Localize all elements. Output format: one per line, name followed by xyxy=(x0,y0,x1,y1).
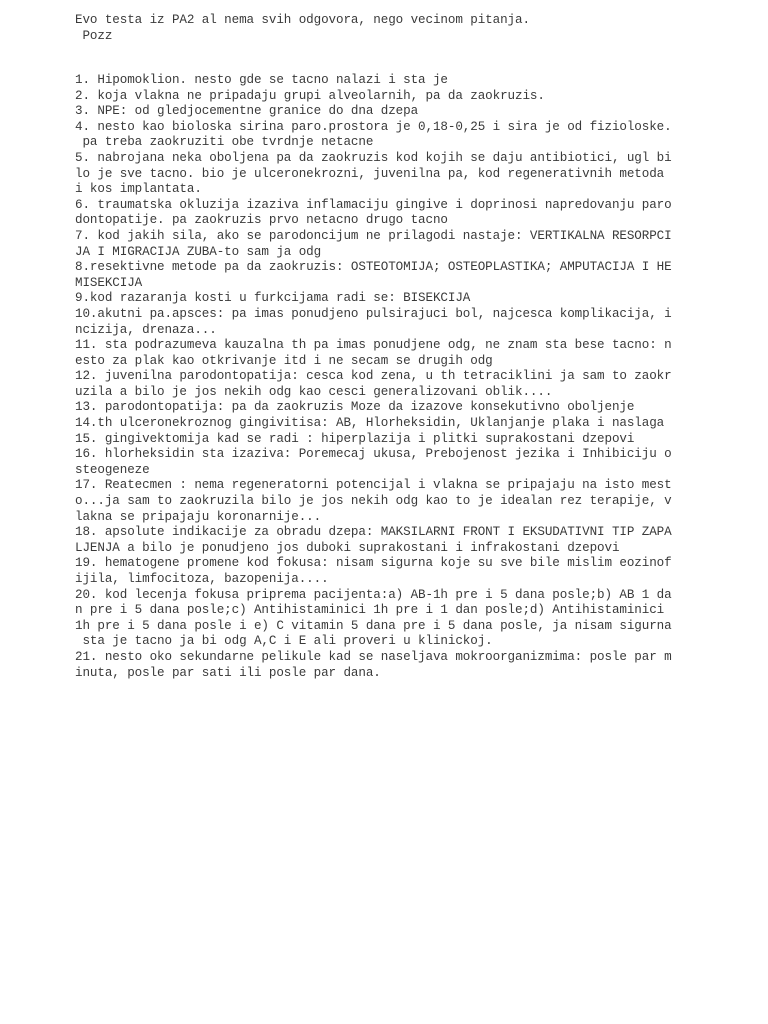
intro-text xyxy=(75,13,765,44)
text-line: dontopatije. pa zaokruzis prvo netacno drugo tacno xyxy=(75,213,448,228)
text-line: inuta, posle par sati ili posle par dana. xyxy=(75,665,381,680)
text-line: 5. nabrojana neka oboljena pa da zaokruzis kod kojih se daju antibiotici, ugl bi xyxy=(75,150,672,165)
text-line: sta je tacno ja bi odg A,C i E ali proveri u klinickoj. xyxy=(75,634,493,649)
text-line: n pre i 5 dana posle;c) Antihistaminici 1h pre i 1 dan posle;d) Antihistaminici xyxy=(75,603,665,618)
text-line: pa treba zaokruziti obe tvrdnje netacne xyxy=(75,135,374,150)
text-line: 16. hlorheksidin sta izaziva: Poremecaj ukusa, Prebojenost jezika i Inhibiciju o xyxy=(75,447,672,462)
text-line: 14.th ulceronekroznog gingivitisa: AB, Hlorheksidin, Uklanjanje plaka i naslaga xyxy=(75,416,665,431)
text-line: 1h pre i 5 dana posle i e) C vitamin 5 dana pre i 5 dana posle, ja nisam sigurna xyxy=(75,618,672,633)
text-line: 20. kod lecenja fokusa priprema pacijenta:a) AB-1h pre i 5 dana posle;b) AB 1 da xyxy=(75,587,672,602)
text-line: 18. apsolute indikacije za obradu dzepa: MAKSILARNI FRONT I EKSUDATIVNI TIP ZAPA xyxy=(75,525,672,540)
text-line: 6. traumatska okluzija izaziva inflamaciju gingive i doprinosi napredovanju paro xyxy=(75,197,672,212)
text-line: i kos implantata. xyxy=(75,182,202,197)
text-line: 12. juvenilna parodontopatija: cesca kod zena, u th tetraciklini ja sam to zaokr xyxy=(75,369,672,384)
text-line: JA I MIGRACIJA ZUBA-to sam ja odg xyxy=(75,244,322,259)
text-line: o...ja sam to zaokruzila bilo je jos nekih odg kao to je idealan rez terapije, v xyxy=(75,494,672,509)
text-line: 8.resektivne metode pa da zaokruzis: OSTEOTOMIJA; OSTEOPLASTIKA; AMPUTACIJA I HE xyxy=(75,260,672,275)
text-line: esto za plak kao otkrivanje itd i ne secam se drugih odg xyxy=(75,353,493,368)
text-line: lo je sve tacno. bio je ulceronekrozni, juvenilna pa, kod regenerativnih metoda xyxy=(75,166,665,181)
text-line: 4. nesto kao bioloska sirina paro.prostora je 0,18-0,25 i sira je od fizioloske. xyxy=(75,119,672,134)
text-line: 7. kod jakih sila, ako se parodoncijum ne prilagodi nastaje: VERTIKALNA RESORPCI xyxy=(75,228,672,243)
text-line: steogeneze xyxy=(75,462,150,477)
text-line: ncizija, drenaza... xyxy=(75,322,217,337)
text-line: 3. NPE: od gledjocementne granice do dna dzepa xyxy=(75,104,419,119)
text-line: 10.akutni pa.apsces: pa imas ponudjeno pulsirajuci bol, najcesca komplikacija, i xyxy=(75,306,672,321)
text-line: 21. nesto oko sekundarne pelikule kad se naseljava mokroorganizmima: posle par m xyxy=(75,649,672,664)
text-line: 11. sta podrazumeva kauzalna th pa imas ponudjene odg, ne znam sta bese tacno: n xyxy=(75,338,672,353)
text-line: LJENJA a bilo je ponudjeno jos duboki suprakostani i infrakostani dzepovi xyxy=(75,540,620,555)
text-line: lakna se pripajaju koronarnije... xyxy=(75,509,322,524)
text-line: MISEKCIJA xyxy=(75,275,143,290)
intro-line: Pozz xyxy=(75,28,113,43)
text-line: 19. hematogene promene kod fokusa: nisam sigurna koje su sve bile mislim eozinof xyxy=(75,556,672,571)
text-line: uzila a bilo je jos nekih odg kao cesci generalizovani oblik.... xyxy=(75,384,553,399)
text-line: 13. parodontopatija: pa da zaokruzis Moze da izazove konsekutivno oboljenje xyxy=(75,400,635,415)
text-line: ijila, limfocitoza, bazopenija.... xyxy=(75,572,329,586)
text-line: 9.kod razaranja kosti u furkcijama radi se: BISEKCIJA xyxy=(75,291,471,306)
text-line: 2. koja vlakna ne pripadaju grupi alveolarnih, pa da zaokruzis. xyxy=(75,88,545,103)
text-line: 17. Reatecmen : nema regeneratorni potencijal i vlakna se pripajaju na isto mest xyxy=(75,478,672,493)
text-line: 15. gingivektomija kad se radi : hiperplazija i plitki suprakostani dzepovi xyxy=(75,431,635,446)
text-line: 1. Hipomoklion. nesto gde se tacno nalazi i sta je xyxy=(75,73,448,87)
intro-line: Evo testa iz PA2 al nema svih odgovora, nego vecinom pitanja. xyxy=(75,13,530,27)
question-list xyxy=(75,73,765,681)
